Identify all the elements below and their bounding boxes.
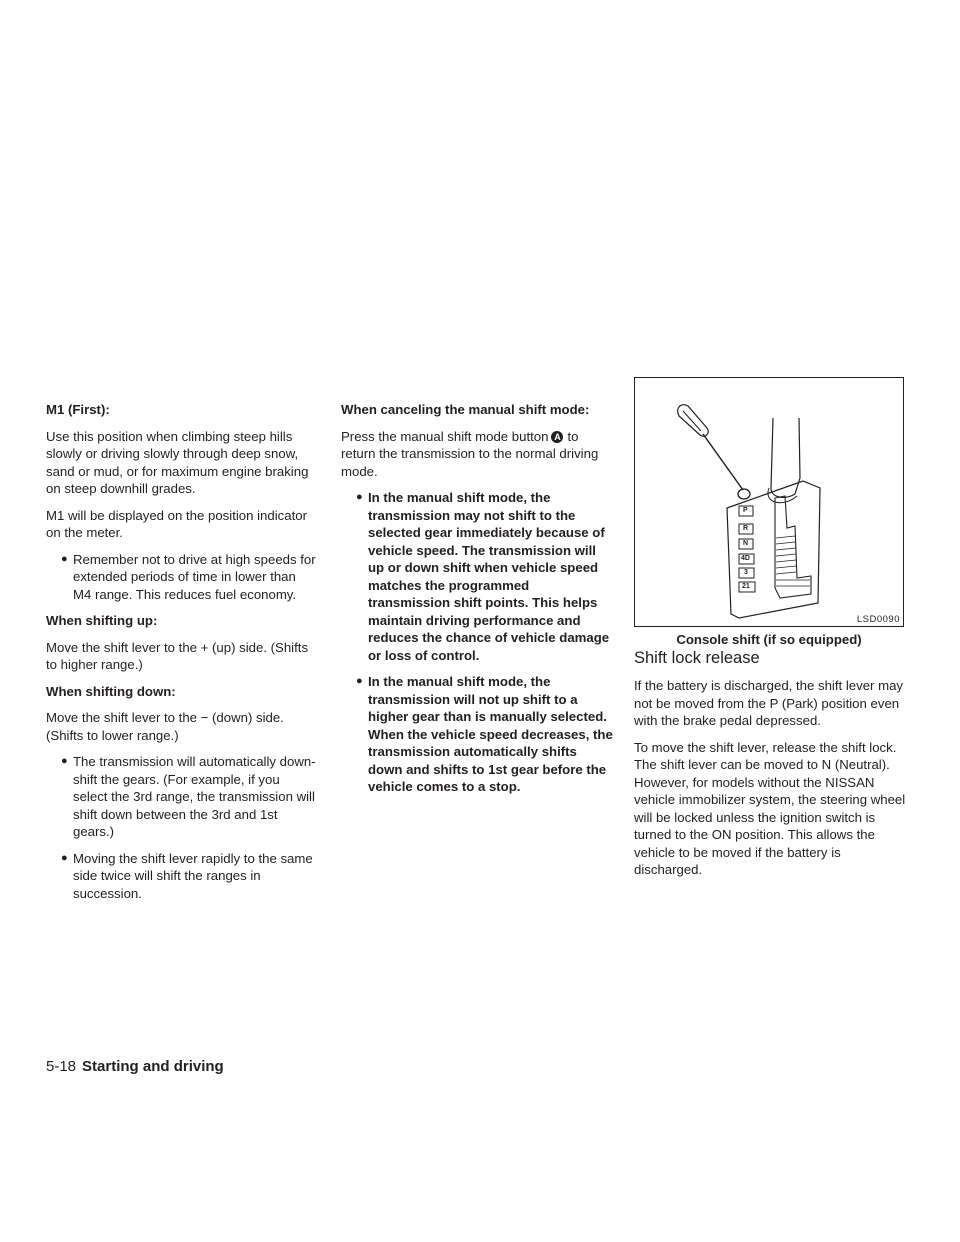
callout-a-icon: A xyxy=(551,431,563,443)
paragraph-shifting-up: Move the shift lever to the + (up) side. (Shifts to higher range.) xyxy=(46,639,309,672)
figure-code: LSD0090 xyxy=(856,614,900,625)
bullet-dot-icon: ● xyxy=(356,675,363,687)
gate-label-3: 3 xyxy=(744,569,748,576)
paragraph-m1-display: M1 will be displayed on the position indicator on the meter. xyxy=(46,507,307,540)
bullet-text: The transmission will automatically down-shift the gears. (For example, if you select the 3rd range, the transmission will shift down between the 3rd and 1st gears.) xyxy=(73,754,316,839)
column-right xyxy=(634,677,906,888)
bullet-text: In the manual shift mode, the transmission will not up shift to a higher gear than is manually selected. When the vehicle speed decreases, the transmission automatically shifts down and shifts to 1st gear before the vehicle comes to a stop. xyxy=(368,674,613,794)
paragraph-m1-use: Use this position when climbing steep hills slowly or driving slowly through deep snow, sand or mud, or for maximum engine braking on steep downhill grades. xyxy=(46,428,309,496)
paragraph-release-lock: To move the shift lever, release the shift lock. The shift lever can be moved to N (Neutral). However, for models without the NISSAN vehicle immobilizer system, the steering wheel will be locked unless the ignition switch is turned to the ON position. This allows the vehicle to be moved if the battery is discharged. xyxy=(634,739,906,877)
section-title-shift-lock: Shift lock release xyxy=(634,649,760,667)
bullet-will-not-upshift xyxy=(341,673,614,796)
paragraph-shifting-down: Move the shift lever to the − (down) side. (Shifts to lower range.) xyxy=(46,710,284,743)
heading-m1-first: M1 (First): xyxy=(46,402,110,417)
press-text-after: to return the transmission to the normal driving mode. xyxy=(341,428,599,479)
bullet-auto-downshift xyxy=(46,753,316,841)
bullet-may-not-shift xyxy=(341,489,614,664)
page-footer xyxy=(46,1058,224,1075)
press-text-before: Press the manual shift mode button xyxy=(341,428,549,444)
paragraph-press-button xyxy=(341,428,614,481)
heading-shifting-down: When shifting down: xyxy=(46,683,176,699)
bullet-dot-icon: ● xyxy=(356,491,363,503)
bullet-text: Moving the shift lever rapidly to the same side twice will shift the ranges in succession. xyxy=(73,850,313,901)
column-left xyxy=(46,401,316,911)
paragraph-battery-discharged: If the battery is discharged, the shift lever may not be moved from the P (Park) position even with the brake pedal depressed. xyxy=(634,678,904,728)
console-shift-illustration xyxy=(635,378,904,627)
gate-label-4d: 4D xyxy=(741,555,750,562)
bullet-remember xyxy=(46,551,316,604)
bullet-text: In the manual shift mode, the transmission may not shift to the selected gear immediately because of vehicle speed. The transmission will up or down shift when vehicle speed matches the programmed transmission shift points. This helps maintain driving performance and reduces the chance of vehicle damage or loss of control. xyxy=(368,490,610,663)
column-middle xyxy=(341,401,614,805)
figure-caption: Console shift (if so equipped) xyxy=(676,632,862,647)
gate-label-p: P xyxy=(743,507,748,514)
bullet-dot-icon: ● xyxy=(61,851,68,864)
bullet-dot-icon: ● xyxy=(61,552,68,565)
bullet-text: Remember not to drive at high speeds for extended periods of time in lower than M4 range. This reduces fuel economy. xyxy=(73,551,316,602)
gate-label-n: N xyxy=(743,540,749,547)
figure-console-shift xyxy=(634,377,904,627)
gate-label-21: 21 xyxy=(742,583,750,590)
page-number: 5-18 xyxy=(46,1058,77,1075)
heading-shifting-up: When shifting up: xyxy=(46,613,158,628)
heading-cancel-manual: When canceling the manual shift mode: xyxy=(341,402,590,417)
bullet-rapid-shift xyxy=(46,850,316,903)
bullet-dot-icon: ● xyxy=(61,755,68,767)
gate-label-r: R xyxy=(743,525,749,532)
footer-section-name: Starting and driving xyxy=(82,1058,224,1075)
